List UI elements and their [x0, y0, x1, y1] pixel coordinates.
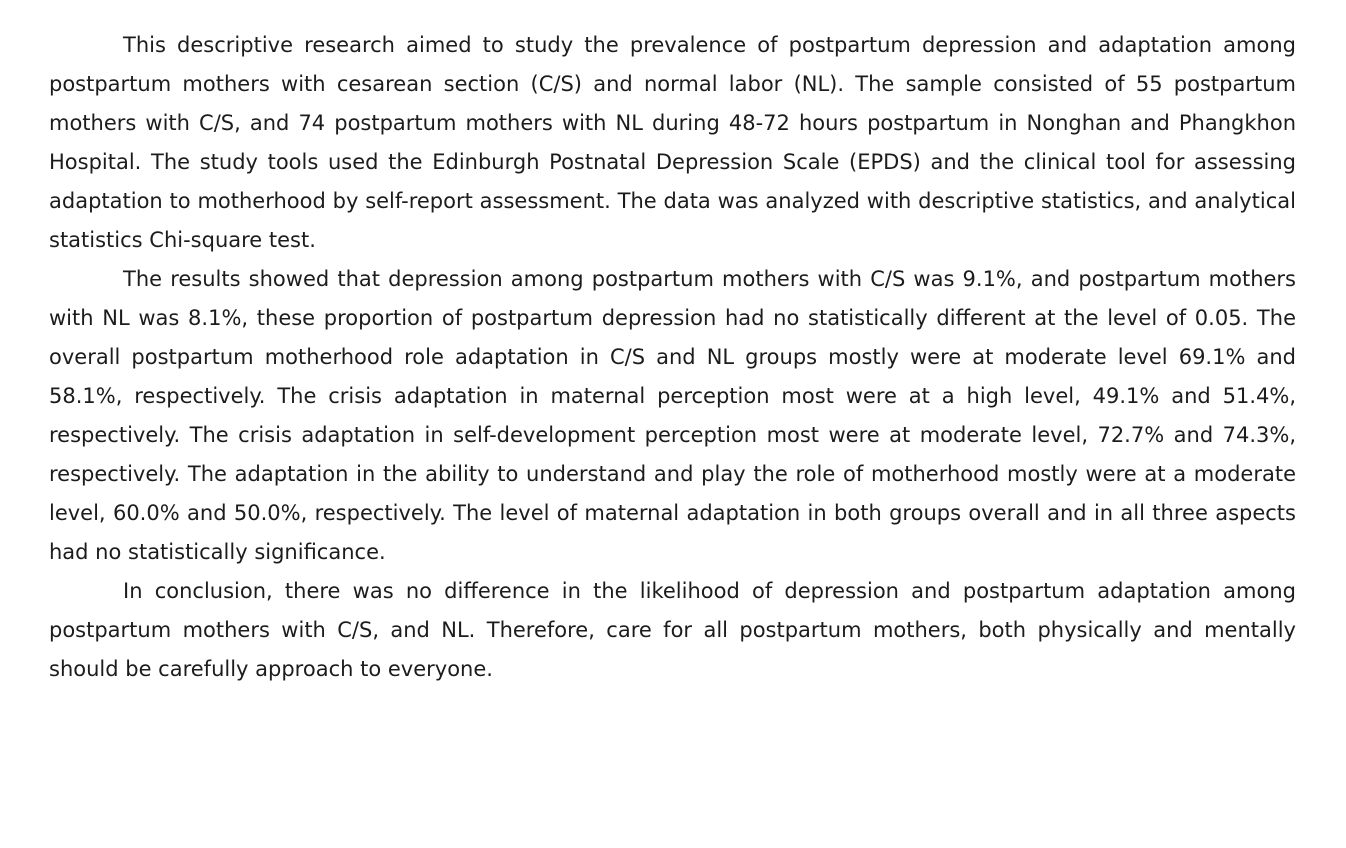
abstract-paragraph-conclusion: In conclusion, there was no difference in the likelihood of depression and postpartum adaptation among postpartum mothers with C/S, and NL. Therefore, care for all postpartum mothers, both physically and mentally should be carefully approach to everyone.: [49, 579, 1296, 681]
abstract-document: [49, 26, 1296, 689]
abstract-paragraph-methods: This descriptive research aimed to study the prevalence of postpartum depression and adaptation among postpartum mothers with cesarean section (C/S) and normal labor (NL). The sample consisted of 55 postpartum mothers with C/S, and 74 postpartum mothers with NL during 48-72 hours postpartum in Nonghan and Phangkhon Hospital. The study tools used the Edinburgh Postnatal Depression Scale (EPDS) and the clinical tool for assessing adaptation to motherhood by self-report assessment. The data was analyzed with descriptive statistics, and analytical statistics Chi-square test.: [49, 33, 1296, 252]
abstract-paragraph-results: The results showed that depression among postpartum mothers with C/S was 9.1%, and postpartum mothers with NL was 8.1%, these proportion of postpartum depression had no statistically different at the level of 0.05. The overall postpartum motherhood role adaptation in C/S and NL groups mostly were at moderate level 69.1% and 58.1%, respectively. The crisis adaptation in maternal perception most were at a high level, 49.1% and 51.4%, respectively. The crisis adaptation in self-development perception most were at moderate level, 72.7% and 74.3%, respectively. The adaptation in the ability to understand and play the role of motherhood mostly were at a moderate level, 60.0% and 50.0%, respectively. The level of maternal adaptation in both groups overall and in all three aspects had no statistically significance.: [49, 267, 1296, 564]
